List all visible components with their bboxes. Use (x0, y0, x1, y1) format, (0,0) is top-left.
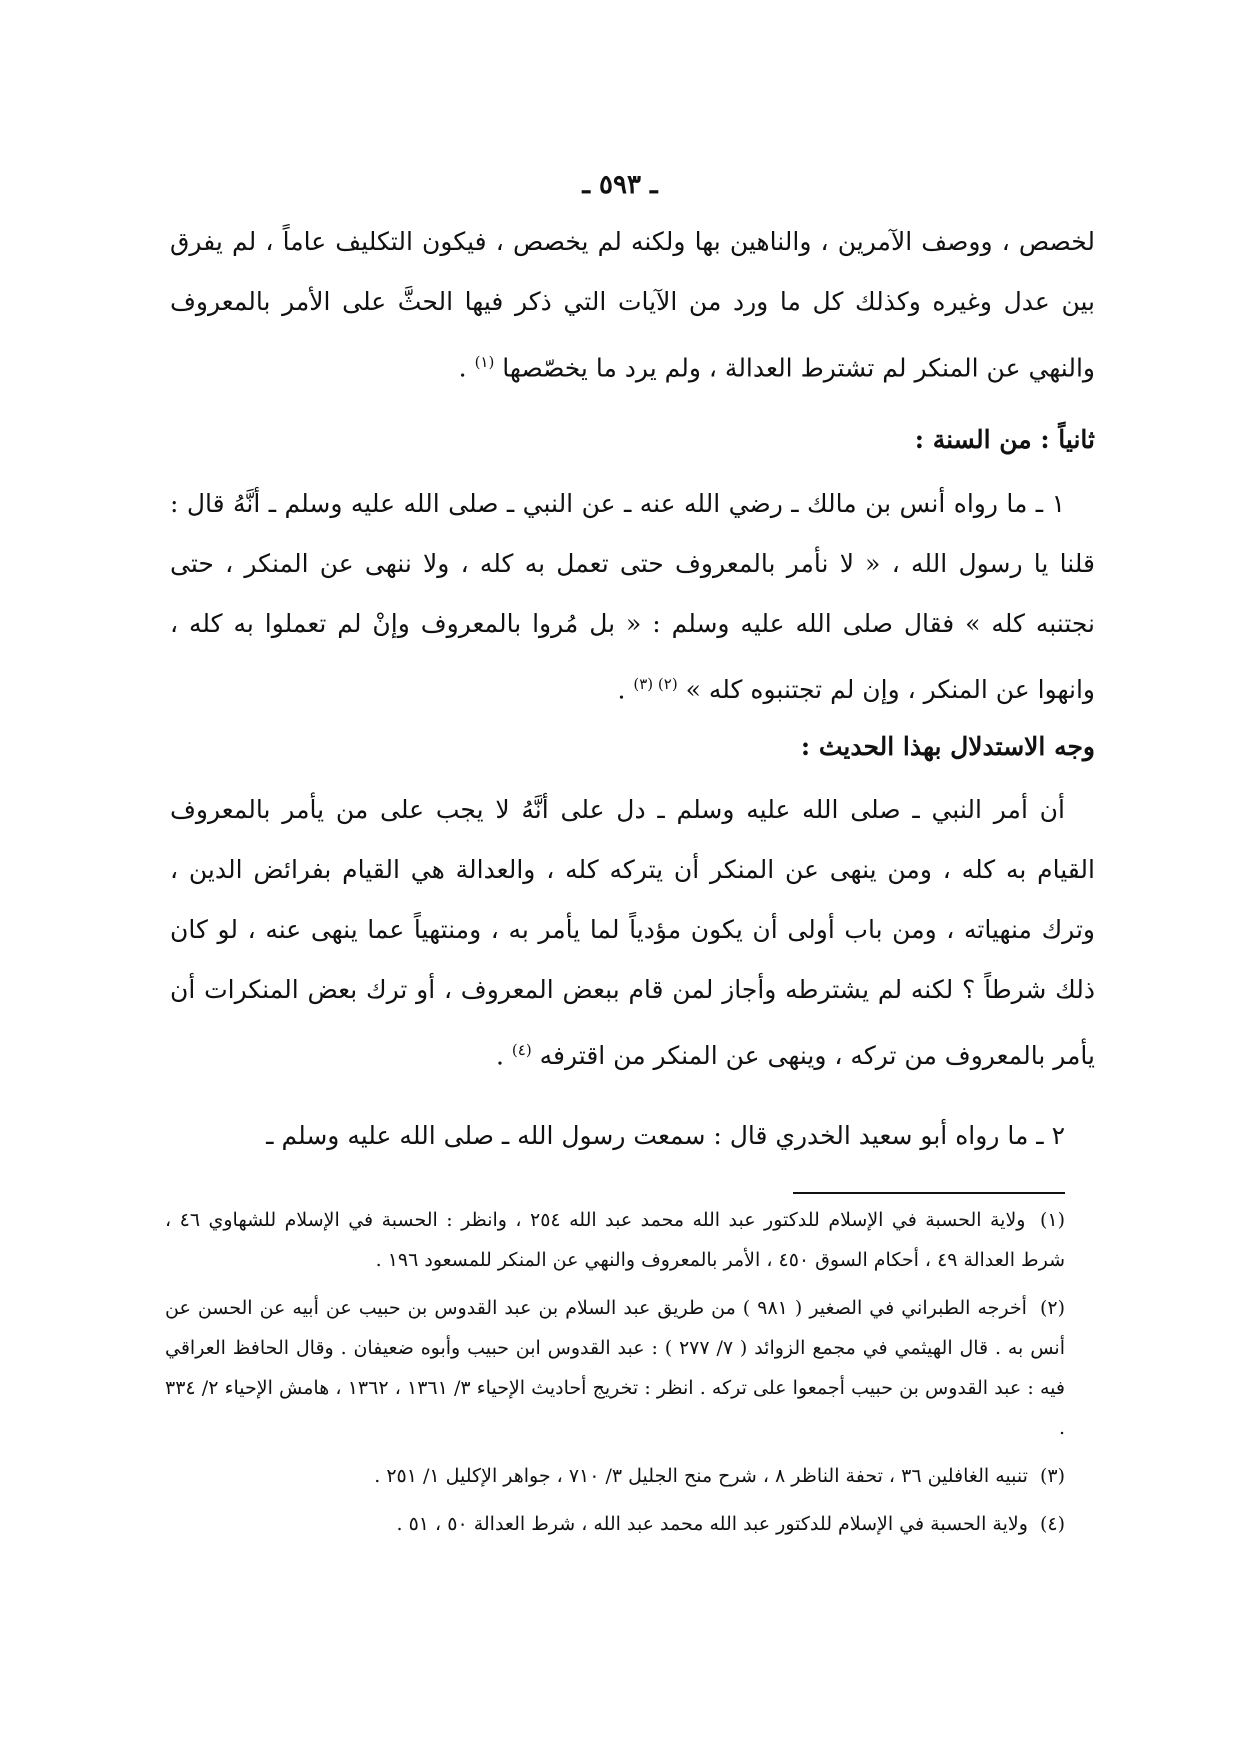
paragraph-text: أن أمر النبي ـ صلى الله عليه وسلم ـ دل على أنَّهُ لا يجب على من يأمر بالمعروف القيام به كله ، ومن ينهى عن المنكر أن يتركه كله ، والعدالة هي القيام بفرائض الدين ، وترك منهياته ، ومن باب أولى أن يكون مؤدياً لما يأمر به ، ومنتهياً عما ينهى عنه ، لو كان ذلك شرطاً ؟ لكنه لم يشترطه وأجاز لمن قام ببعض المعروف ، أو ترك بعض المنكرات أن يأمر بالمعروف من تركه ، وينهى عن المنكر من اقترفه (170, 795, 1095, 1071)
footnote-ref: (١) (474, 353, 495, 371)
footnote-item (165, 1456, 1065, 1496)
period: . (495, 1041, 504, 1071)
period: . (617, 675, 626, 705)
footnote-item (165, 1200, 1065, 1280)
period: . (458, 353, 467, 383)
footnote-item (165, 1504, 1065, 1544)
footnote-text: أخرجه الطبراني في الصغير ( ٩٨١ ) من طريق عبد السلام بن عبد القدوس بن حبيب عن أبيه عن الحسن عن أنس به . قال الهيثمي في مجمع الزوائد ( ٧/ ٢٧٧ ) : عبد القدوس ابن حبيب وأبوه ضعيفان . وقال الحافظ العراقي فيه : عبد القدوس بن حبيب أجمعوا على تركه . انظر : تخريج أحاديث الإحياء ٣/ ١٣٦١ ، ١٣٦٢ ، هامش الإحياء ٢/ ٣٣٤ . (165, 1297, 1065, 1439)
heading-inference: وجه الاستدلال بهذا الحديث : (800, 732, 1095, 761)
paragraph-text: ٢ ـ ما رواه أبو سعيد الخدري قال : سمعت رسول الله ـ صلى الله عليه وسلم ـ (266, 1121, 1065, 1150)
footnote-ref: (٢) (٣) (633, 675, 678, 693)
footnote-label: (٣) (1039, 1465, 1065, 1487)
footnote-item (165, 1288, 1065, 1448)
footnote-divider (793, 1192, 1065, 1194)
paragraph-quran-evidence (170, 212, 1095, 398)
paragraph-text: لخصص ، ووصف الآمرين ، والناهين بها ولكنه لم يخصص ، فيكون التكليف عاماً ، لم يفرق بين عدل وغيره وكذلك كل ما ورد من الآيات التي ذكر فيها الحثَّ على الأمر بالمعروف والنهي عن المنكر لم تشترط العدالة ، ولم يرد ما يخصّصها (170, 227, 1095, 383)
footnotes (165, 1200, 1065, 1552)
footnote-text: تنبيه الغافلين ٣٦ ، تحفة الناظر ٨ ، شرح منح الجليل ٣/ ٧١٠ ، جواهر الإكليل ١/ ٢٥١ . (374, 1465, 1028, 1487)
footnote-text: ولاية الحسبة في الإسلام للدكتور عبد الله محمد عبد الله ٢٥٤ ، وانظر : الحسبة في الإسلام للشهاوي ٤٦ ، شرط العدالة ٤٩ ، أحكام السوق ٤٥٠ ، الأمر بالمعروف والنهي عن المنكر للمسعود ١٩٦ . (165, 1209, 1065, 1271)
page-number: ـ ٥٩٣ ـ (582, 170, 658, 200)
paragraph-hadith-abu-saeed (170, 1106, 1095, 1166)
footnote-ref: (٤) (511, 1041, 532, 1059)
footnote-label: (٢) (1039, 1297, 1065, 1319)
paragraph-text: ١ ـ ما رواه أنس بن مالك ـ رضي الله عنه ـ عن النبي ـ صلى الله عليه وسلم ـ أنَّهُ قال : قلنا يا رسول الله ، « لا نأمر بالمعروف حتى تعمل به كله ، ولا ننهى عن المنكر ، حتى نجتنبه كله » فقال صلى الله عليه وسلم : « بل مُروا بالمعروف وإنْ لم تعملوا به كله ، وانهوا عن المنكر ، وإن لم تجتنبوه كله » (170, 489, 1095, 705)
footnote-label: (٤) (1039, 1513, 1065, 1535)
footnote-text: ولاية الحسبة في الإسلام للدكتور عبد الله محمد عبد الله ، شرط العدالة ٥٠ ، ٥١ . (396, 1513, 1028, 1535)
paragraph-hadith-anas (170, 474, 1095, 720)
paragraph-inference (170, 780, 1095, 1086)
heading-sunnah: ثانياً : من السنة : (914, 425, 1095, 454)
footnote-label: (١) (1039, 1209, 1065, 1231)
